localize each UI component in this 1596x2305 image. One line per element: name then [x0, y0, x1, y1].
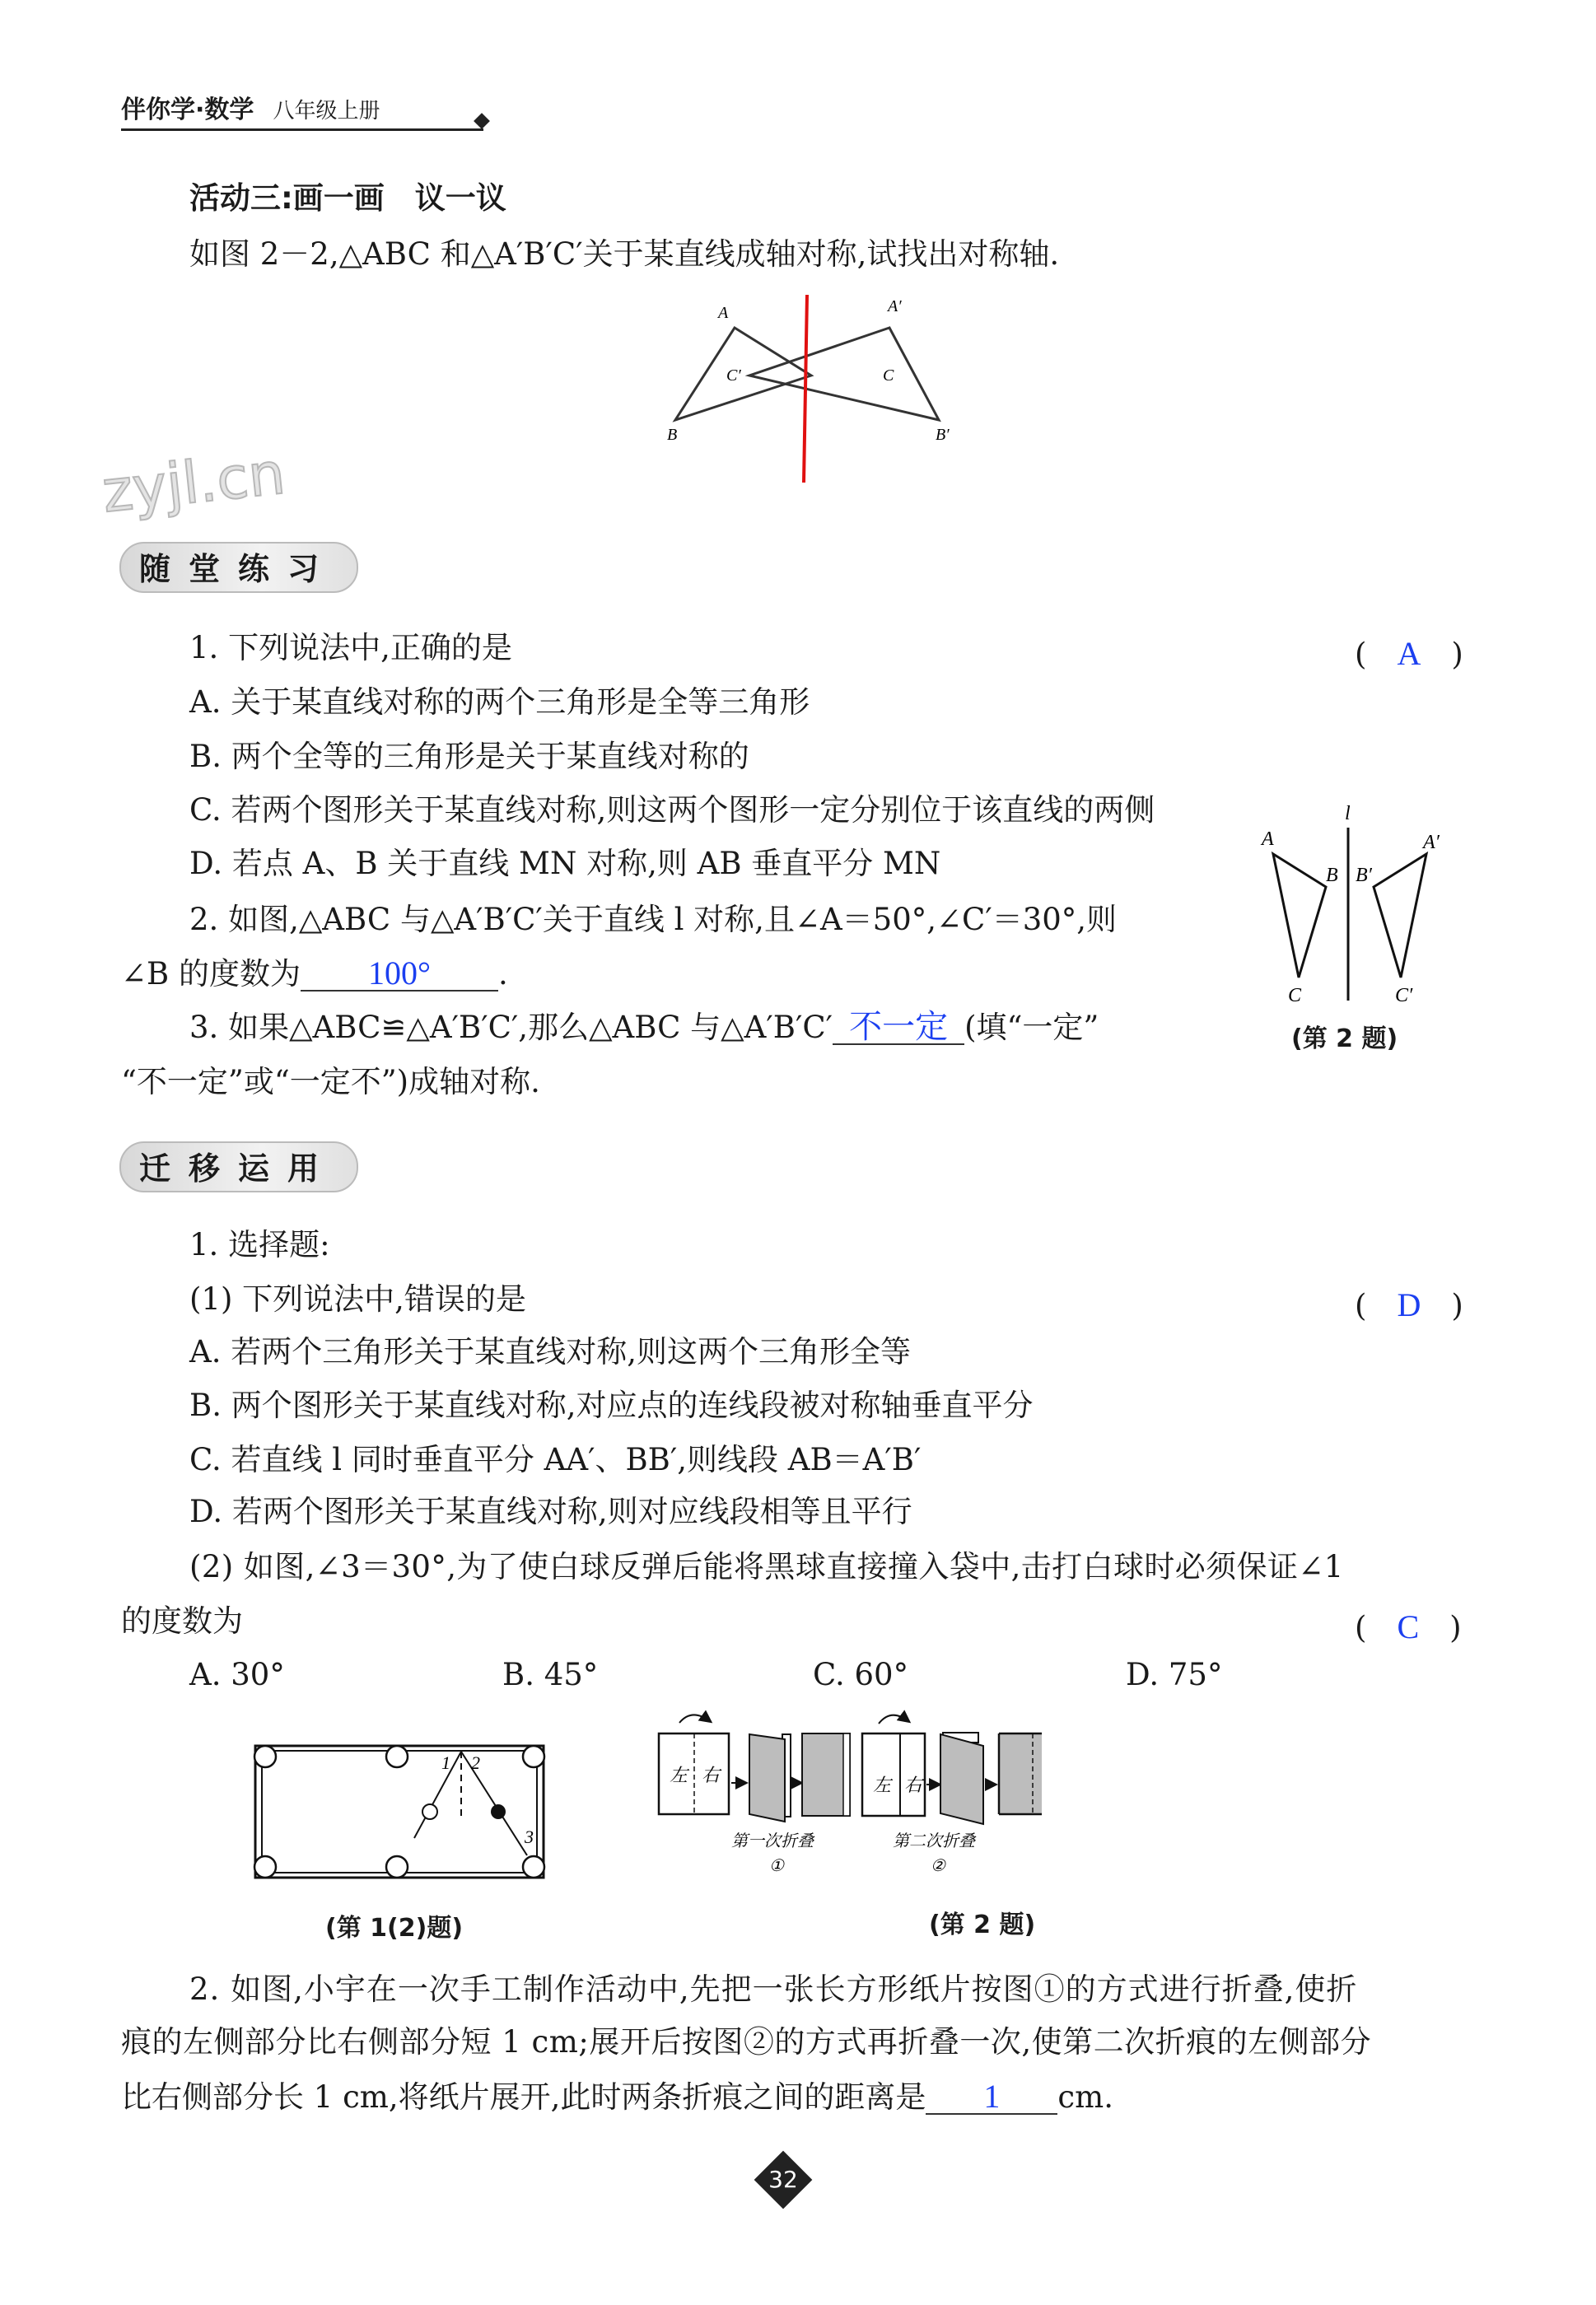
- label-c: C: [1288, 985, 1302, 1006]
- page-number: 32: [768, 2166, 798, 2193]
- s1-q1-option-d: D. 若点 A、B 关于直线 MN 对称,则 AB 垂直平分 MN: [189, 846, 941, 881]
- s1-q3-text: 3. 如果△ABC≌△A′B′C′,那么△ABC 与△A′B′C′: [189, 1010, 833, 1045]
- label-a: A: [718, 304, 729, 322]
- s2-q1-1-option-d: D. 若两个图形关于某直线对称,则对应线段相等且平行: [189, 1494, 912, 1529]
- triangle-abc: [675, 328, 811, 420]
- s1-q2-caption: (第 2 题): [1291, 1024, 1398, 1053]
- s2-q1-2-option-d: D. 75°: [1126, 1657, 1223, 1692]
- section-banner-practice: 随堂练习: [119, 542, 358, 593]
- s2-q1-stem: 1. 选择题:: [189, 1227, 330, 1262]
- s2-q1-2-option-c: C. 60°: [813, 1657, 909, 1692]
- s1-q1-answer-box: ( A ): [1355, 635, 1463, 672]
- activity-text: 如图 2－2,△ABC 和△A′B′C′关于某直线成轴对称,试找出对称轴.: [189, 236, 1060, 272]
- s2-q2-line3-text: 比右侧部分长 1 cm,将纸片展开,此时两条折痕之间的距离是: [121, 2079, 926, 2115]
- s1-q2-period: .: [497, 956, 508, 992]
- s1-q2-line2-text: ∠B 的度数为: [121, 956, 301, 992]
- activity-title: 活动三:画一画 议一议: [189, 180, 506, 216]
- label-b-prime: B′: [1356, 865, 1372, 886]
- label-b: B: [1326, 865, 1338, 886]
- s1-q2-line2: [121, 954, 508, 992]
- white-ball: [422, 1804, 437, 1819]
- watermark: zyjl.cn: [99, 439, 288, 526]
- s2-q1-2-line1: (2) 如图,∠3＝30°,为了使白球反弹后能将黑球直接撞入袋中,击打白球时必须保证∠1: [189, 1549, 1344, 1584]
- s1-q3-line1: [189, 1010, 1099, 1045]
- label-c-prime: C′: [726, 366, 741, 385]
- s2-q2-unit: cm.: [1057, 2079, 1113, 2115]
- left-label: 左: [670, 1765, 688, 1785]
- triangle-a2b2c2: [749, 328, 939, 420]
- section-banner-transfer: 迁移运用: [119, 1141, 358, 1192]
- pocket: [254, 1746, 276, 1767]
- s2-q1-1-answer: D: [1397, 1286, 1421, 1323]
- step1-number: ①: [769, 1857, 784, 1875]
- s1-q1-option-b: B. 两个全等的三角形是关于某直线对称的: [189, 739, 749, 774]
- pocket: [386, 1856, 408, 1878]
- s1-q3-answer: 不一定: [833, 1010, 964, 1045]
- fig1-caption: (第 1(2)题): [325, 1914, 464, 1943]
- s2-q1-2-line2: 的度数为: [121, 1603, 243, 1639]
- label-c-prime: C′: [1395, 985, 1413, 1006]
- grade-label: 八年级上册: [273, 99, 380, 124]
- s1-q2-figure: [1252, 799, 1474, 1013]
- s2-q1-2-answer: C: [1397, 1608, 1420, 1645]
- s2-q1-2-option-a: A. 30°: [189, 1657, 285, 1692]
- step1-label: 第一次折叠: [731, 1832, 814, 1850]
- running-header: [121, 89, 483, 131]
- s2-q1-1-option-a: A. 若两个三角形关于某直线对称,则这两个三角形全等: [189, 1334, 912, 1369]
- angle-1-label: 1: [441, 1752, 450, 1773]
- angle-2-label: 2: [471, 1752, 480, 1773]
- s2-q2-line1: 2. 如图,小宇在一次手工制作活动中,先把一张长方形纸片按图①的方式进行折叠,使折: [189, 1971, 1358, 2007]
- s2-q2-line3: [121, 2080, 1113, 2115]
- s2-q1-1-option-b: B. 两个图形关于某直线对称,对应点的连线段被对称轴垂直平分: [189, 1388, 1034, 1423]
- s1-q2-answer: 100°: [301, 957, 498, 992]
- right-label: 右: [702, 1765, 721, 1785]
- triangle-a2b2c2: [1374, 854, 1426, 978]
- s1-q1-option-a: A. 关于某直线对称的两个三角形是全等三角形: [189, 684, 810, 720]
- triangle-abc: [1273, 854, 1326, 978]
- left-label-2: 左: [873, 1775, 892, 1795]
- s2-q2-answer: 1: [926, 2080, 1057, 2115]
- label-c: C: [883, 366, 894, 385]
- pocket: [386, 1746, 408, 1767]
- s2-q1-1-stem: (1) 下列说法中,错误的是: [189, 1281, 526, 1317]
- s1-q3-line2: “不一定”或“一定不”)成轴对称.: [121, 1064, 540, 1099]
- s1-q3-hint: (填“一定”: [964, 1010, 1099, 1045]
- angle-3-label: 3: [525, 1827, 534, 1847]
- s2-q1-2-answer-box: ( C ): [1355, 1608, 1462, 1645]
- s1-q1-answer: A: [1397, 635, 1421, 672]
- billiard-figure: [247, 1729, 560, 1894]
- label-a-prime: A′: [1423, 832, 1440, 853]
- label-b: B: [667, 426, 678, 444]
- pocket: [254, 1856, 276, 1878]
- s2-q1-1-answer-box: ( D ): [1355, 1286, 1463, 1323]
- s1-q2-line1: 2. 如图,△ABC 与△A′B′C′关于直线 l 对称,且∠A＝50°,∠C′＝30°,则: [189, 902, 1118, 937]
- folding-figure: [634, 1696, 1326, 1886]
- figure-2-2: [642, 288, 988, 494]
- s1-q1-option-c: C. 若两个图形关于某直线对称,则这两个图形一定分别位于该直线的两侧: [189, 792, 1155, 828]
- step2-number: ②: [931, 1857, 945, 1875]
- s1-q1-stem: 1. 下列说法中,正确的是: [189, 630, 512, 665]
- label-a: A: [1262, 828, 1274, 850]
- label-b-prime: B′: [936, 426, 950, 444]
- right-label-2: 右: [904, 1775, 923, 1795]
- symmetry-axis: [804, 295, 807, 483]
- s2-q1-1-option-c: C. 若直线 l 同时垂直平分 AA′、BB′,则线段 AB＝A′B′: [189, 1442, 922, 1477]
- book-title: 伴你学·数学: [121, 96, 254, 124]
- pocket: [523, 1856, 544, 1878]
- black-ball: [491, 1804, 506, 1819]
- label-l: l: [1345, 803, 1351, 824]
- fig2-caption: (第 2 题): [929, 1911, 1036, 1939]
- label-a-prime: A′: [888, 297, 902, 315]
- s2-q1-2-option-b: B. 45°: [502, 1657, 599, 1692]
- step2-label: 第二次折叠: [893, 1832, 975, 1850]
- s2-q2-line2: 痕的左侧部分比右侧部分短 1 cm;展开后按图②的方式再折叠一次,使第二次折痕的左侧部分: [121, 2024, 1372, 2060]
- pocket: [523, 1746, 544, 1767]
